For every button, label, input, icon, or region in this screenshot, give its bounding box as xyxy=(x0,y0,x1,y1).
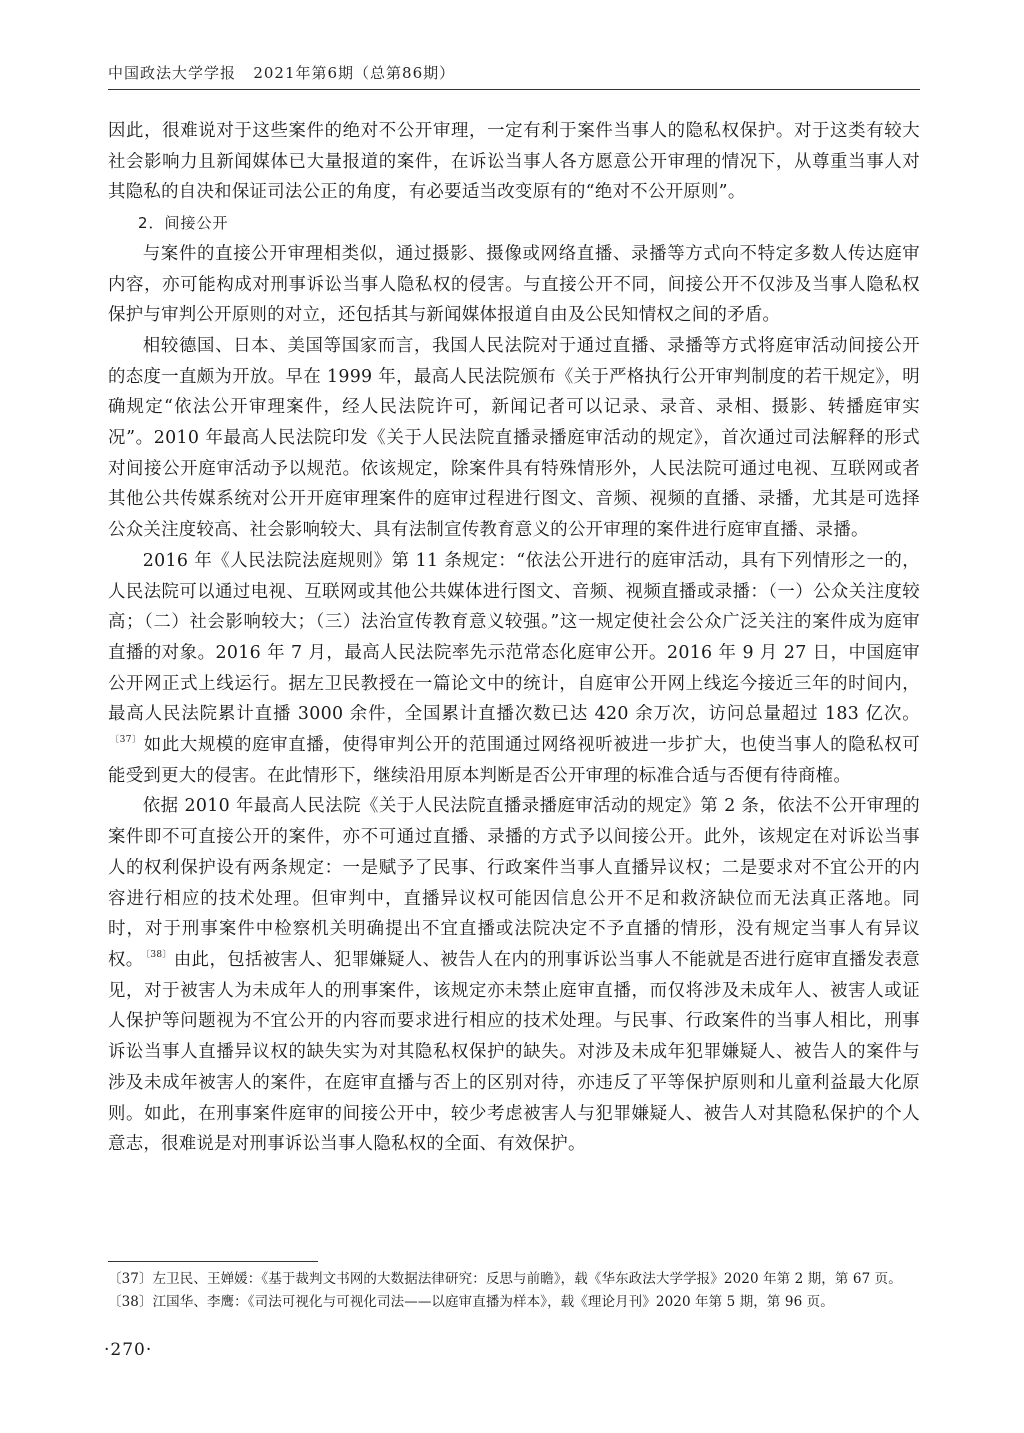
footnote-divider xyxy=(108,1261,318,1262)
paragraph-1: 因此，很难说对于这些案件的绝对不公开审理，一定有利于案件当事人的隐私权保护。对于这类有较大社会影响力且新闻媒体已大量报道的案件，在诉讼当事人各方愿意公开审理的情况下，从尊重当事人对其隐私的自决和保证司法公正的角度，有必要适当改变原有的“绝对不公开原则”。 xyxy=(108,121,920,203)
footnote-ref-37[interactable]: 〔37〕 xyxy=(110,735,142,746)
issue-info: 2021年第6期（总第86期） xyxy=(253,64,456,82)
paragraph-5-part-b: 由此，包括被害人、犯罪嫌疑人、被告人在内的刑事诉讼当事人不能就是否进行庭审直播发表意见，对于被害人为未成年人的刑事案件，该规定亦未禁止庭审直播，而仅将涉及未成年人、被害人或证人保护等问题视为不宜公开的内容而要求进行相应的技术处理。与民事、行政案件的当事人相比，刑事诉讼当事人直播异议权的缺失实为对其隐私权保护的缺失。对涉及未成年犯罪嫌疑人、被告人的案件与涉及未成年被害人的案件，在庭审直播与否上的区别对待，亦违反了平等保护原则和儿童利益最大化原则。如此，在刑事案件庭审的间接公开中，较少考虑被害人与犯罪嫌疑人、被告人对其隐私保护的个人意志，很难说是对刑事诉讼当事人隐私权的全面、有效保护。 xyxy=(108,949,920,1155)
paragraph-2: 与案件的直接公开审理相类似，通过摄影、摄像或网络直播、录播等方式向不特定多数人传达庭审内容，亦可能构成对刑事诉讼当事人隐私权的侵害。与直接公开不同，间接公开不仅涉及当事人隐私权保护与审判公开原则的对立，还包括其与新闻媒体报道自由及公民知情权之间的矛盾。 xyxy=(108,243,920,326)
journal-title: 中国政法大学学报 xyxy=(108,64,237,82)
main-text xyxy=(108,116,920,1160)
paragraph-5 xyxy=(108,791,920,1159)
page-number: ·270· xyxy=(104,1340,153,1360)
paragraph-4-part-a: 2016 年《人民法院法庭规则》第 11 条规定：“依法公开进行的庭审活动，具有下列情形之一的，人民法院可以通过电视、互联网或其他公共媒体进行图文、音频、视频直播或录播：（一）公众关注度较高；（二）社会影响较大；（三）法治宣传教育意义较强。”这一规定使社会公众广泛关注的案件成为庭审直播的对象。2016 年 7 月，最高人民法院率先示范常态化庭审公开。2016 年 9 月 27 日，中国庭审公开网正式上线运行。据左卫民教授在一篇论文中的统计，自庭审公开网上线迄今接近三年的时间内，最高人民法院累计直播 3000 余件，全国累计直播次数已达 420 余万次，访问总量超过 183 亿次。 xyxy=(108,550,920,725)
footnote-37: 〔37〕左卫民、王婵媛：《基于裁判文书网的大数据法律研究：反思与前瞻》，载《华东政法大学学报》2020 年第 2 期，第 67 页。 xyxy=(108,1271,902,1287)
running-header xyxy=(108,62,920,90)
paragraph-4-part-b: 如此大规模的庭审直播，使得审判公开的范围通过网络视听被进一步扩大，也使当事人的隐私权可能受到更大的侵害。在此情形下，继续沿用原本判断是否公开审理的标准合适与否便有待商榷。 xyxy=(108,735,920,786)
paragraph-5-part-a: 依据 2010 年最高人民法院《关于人民法院直播录播庭审活动的规定》第 2 条，依法不公开审理的案件即不可直接公开的案件，亦不可通过直播、录播的方式予以间接公开。此外，该规定在对诉讼当事人的权利保护设有两条规定：一是赋予了民事、行政案件当事人直播异议权；二是要求对不宜公开的内容进行相应的技术处理。但审判中，直播异议权可能因信息公开不足和救济缺位而无法真正落地。同时，对于刑事案件中检察机关明确提出不宜直播或法院决定不予直播的情形，没有规定当事人有异议权。 xyxy=(108,796,920,970)
footnotes xyxy=(108,1268,920,1314)
paragraph-3: 相较德国、日本、美国等国家而言，我国人民法院对于通过直播、录播等方式将庭审活动间接公开的态度一直颇为开放。早在 1999 年，最高人民法院颁布《关于严格执行公开审判制度的若干规定》，明确规定“依法公开审理案件，经人民法院许可，新闻记者可以记录、录音、录相、摄影、转播庭审实况”。2010 年最高人民法院印发《关于人民法院直播录播庭审活动的规定》，首次通过司法解释的形式对间接公开庭审活动予以规范。依该规定，除案件具有特殊情形外，人民法院可通过电视、互联网或者其他公共传媒系统对公开开庭审理案件的庭审过程进行图文、音频、视频的直播、录播，尤其是可选择公众关注度较高、社会影响较大、具有法制宣传教育意义的公开审理的案件进行庭审直播、录播。 xyxy=(108,335,920,541)
footnote-ref-38[interactable]: 〔38〕 xyxy=(145,949,172,960)
section-subheading: 2．间接公开 xyxy=(138,214,229,233)
footnote-38: 〔38〕江国华、李鹰：《司法可视化与可视化司法——以庭审直播为样本》，载《理论月刊》2020 年第 5 期，第 96 页。 xyxy=(108,1294,834,1310)
paragraph-4 xyxy=(108,546,920,792)
